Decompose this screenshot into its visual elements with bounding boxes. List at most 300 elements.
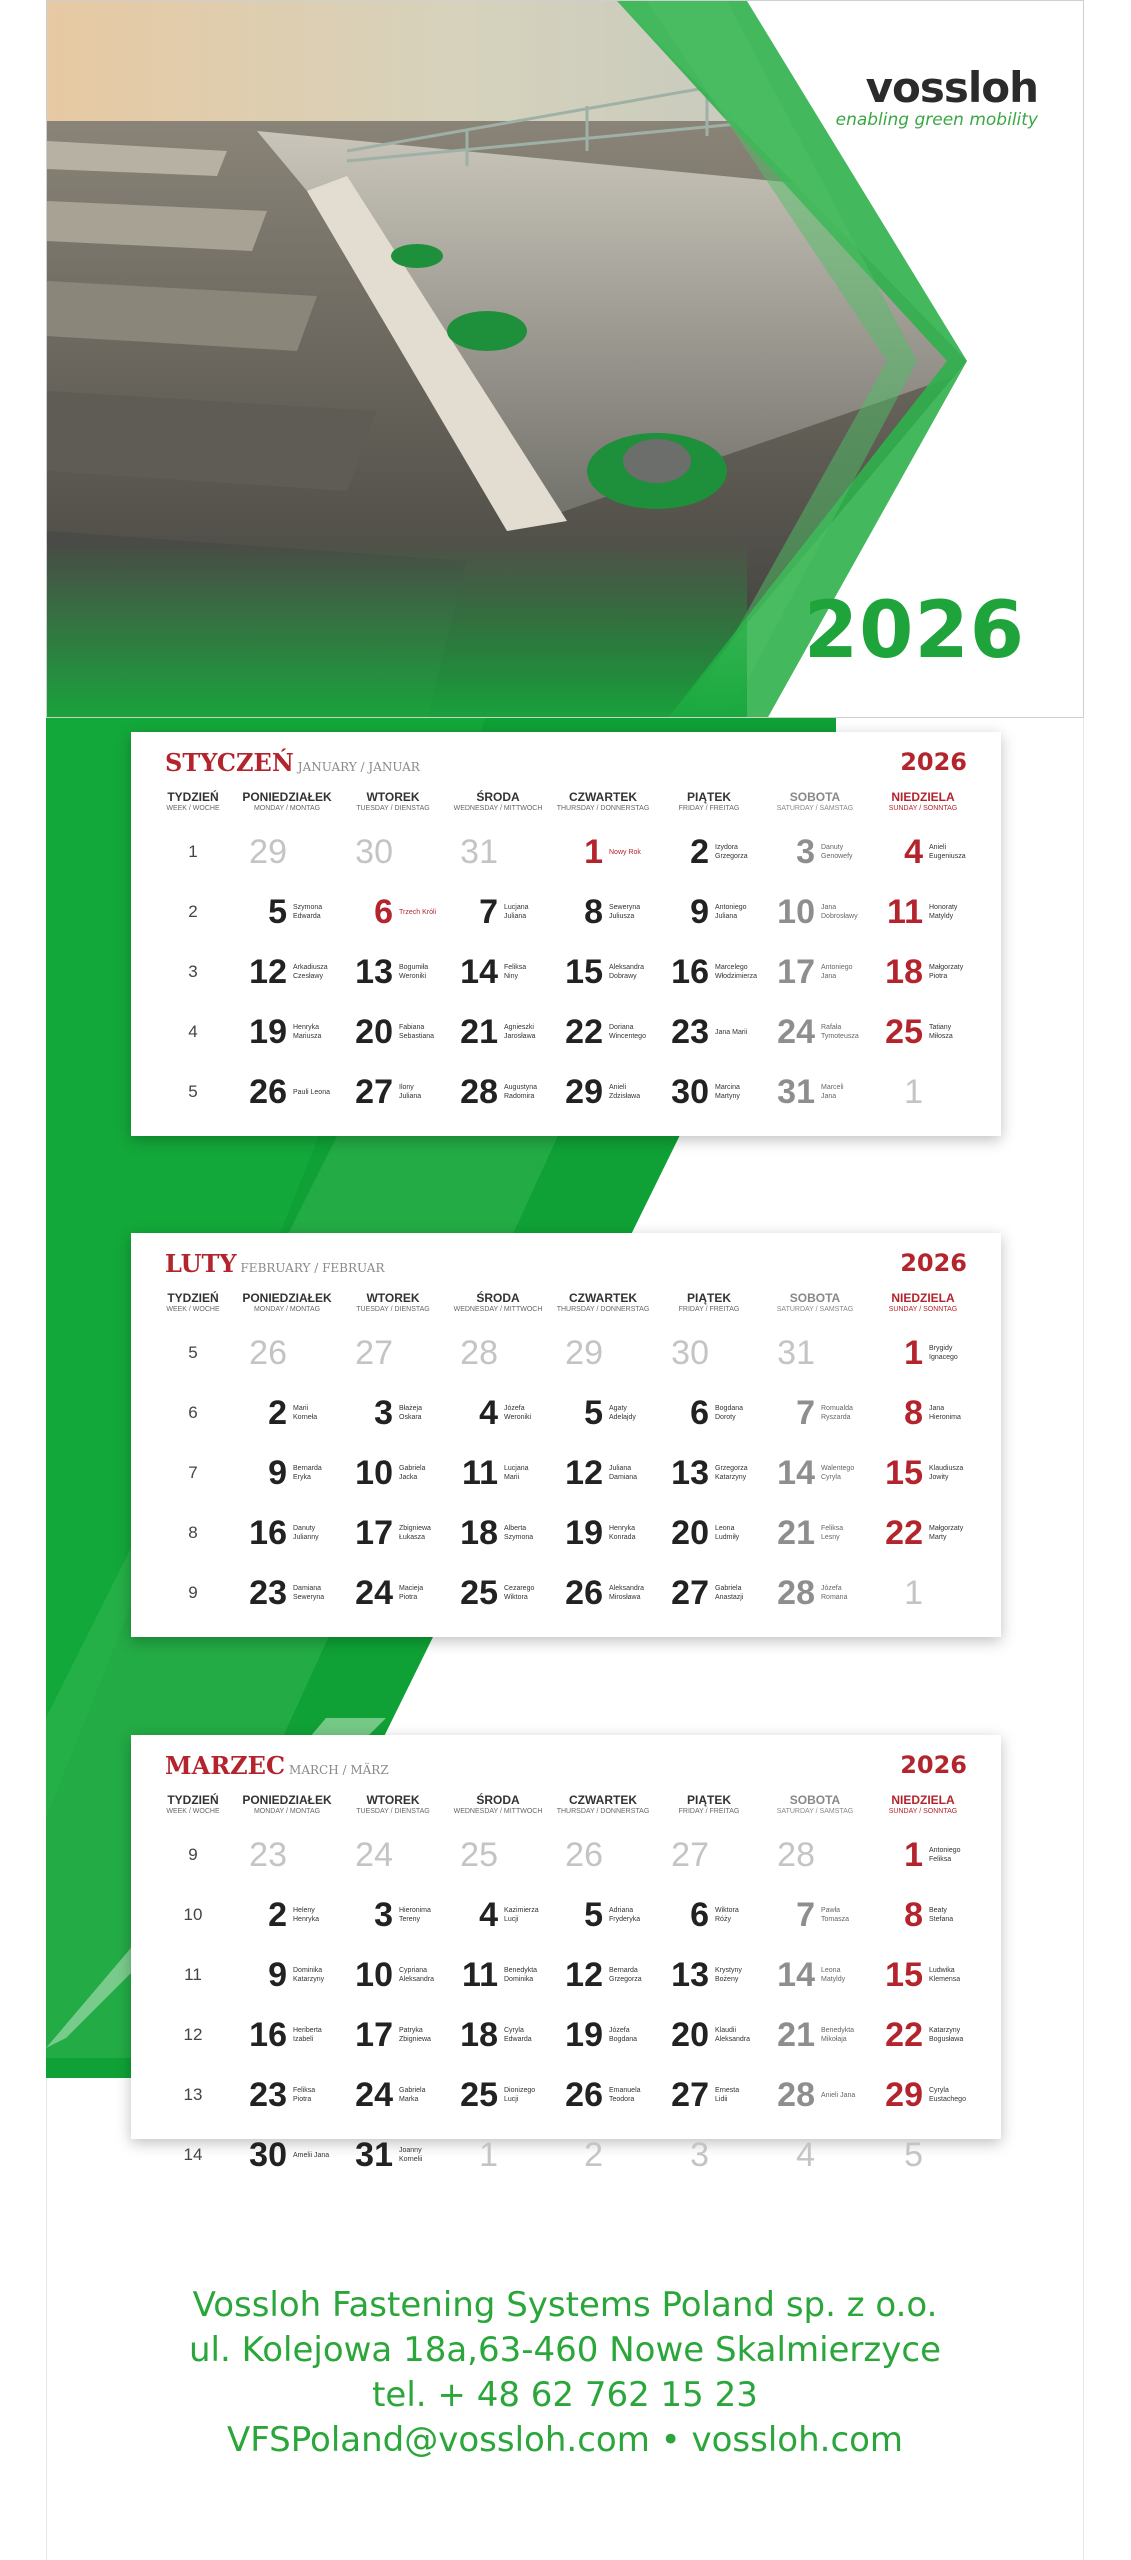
day-number: 26 [565,1836,603,1874]
weekday-name: SOBOTA [789,1793,841,1807]
day-cell [867,2135,979,2175]
day-cell [445,1513,551,1553]
day-number: 10 [355,1956,393,1994]
day-cell [551,1393,655,1433]
weekday-name: WTOREK [366,1793,420,1807]
name-day: Katarzyny Bogusława [929,2027,964,2043]
week-number: 3 [188,962,198,981]
day-cell [867,1012,979,1052]
week-number: 5 [188,1082,198,1101]
day-cell [655,2135,763,2175]
weekday-translation: SUNDAY / SONNTAG [888,1808,958,1815]
day-number: 21 [460,1013,498,1051]
name-day: Lucjana Marii [504,1465,529,1481]
week-number: 9 [188,1583,198,1602]
weekday-name: WTOREK [366,1291,420,1305]
name-day: Lucjana Juliana [504,904,529,920]
weekday-translation: MONDAY / MONTAG [253,1306,321,1313]
day-cell [867,1895,979,1935]
week-number: 11 [184,1965,202,1984]
day-number: 1 [904,1334,923,1372]
day-number: 15 [885,1956,923,1994]
weekday-name: TYDZIEŃ [167,1793,219,1807]
name-day: Pauli Leona [293,1088,330,1096]
month-header [165,748,967,784]
name-day: Feliksa Lesny [821,1525,844,1541]
day-number: 24 [777,1013,815,1051]
day-number: 9 [268,1454,287,1492]
day-cell [655,1955,763,1995]
weekday-header [867,1793,979,1825]
day-number: 12 [249,953,287,991]
day-cell [763,1573,867,1613]
weekday-header [655,1291,763,1323]
day-number: 26 [565,2076,603,2114]
day-cell [655,832,763,872]
day-cell [763,2015,867,2055]
day-number: 13 [671,1956,709,1994]
day-number: 28 [460,1073,498,1111]
day-cell [341,892,445,932]
day-cell [763,1072,867,1112]
weekday-header [341,1291,445,1323]
name-day: Jana Marii [715,1028,748,1036]
day-cell [445,1333,551,1373]
day-cell [341,1835,445,1875]
weekday-translation: FRIDAY / FREITAG [678,1306,740,1313]
day-number: 29 [249,833,287,871]
weekday-header [551,1291,655,1323]
weekday-name: ŚRODA [476,790,520,804]
month-grid [153,790,979,1122]
day-number: 11 [462,1956,498,1994]
day-number: 23 [249,1574,287,1612]
week-row [153,1443,979,1503]
day-cell [233,952,341,992]
day-cell [445,1955,551,1995]
weekday-name: CZWARTEK [569,790,637,804]
day-number: 5 [584,1394,603,1432]
day-cell [445,892,551,932]
name-day: Feliksa Piotra [293,2087,316,2103]
day-cell [655,1072,763,1112]
weekday-translation: WEEK / WOCHE [166,1306,220,1313]
day-cell [341,1072,445,1112]
weekday-header [153,1291,233,1323]
weekday-header [233,790,341,822]
day-cell [867,2015,979,2055]
day-cell [867,892,979,932]
week-row [153,882,979,942]
name-day: Macieja Piotra [399,1585,424,1601]
day-cell [867,952,979,992]
weekday-header [551,1793,655,1825]
name-day: Benedykta Dominika [504,1967,538,1983]
day-cell [341,1573,445,1613]
name-day: Beaty Stefana [929,1907,954,1923]
day-number: 12 [565,1454,603,1492]
day-cell [233,1393,341,1433]
name-day: Aleksandra Mirosława [609,1585,645,1601]
week-number: 6 [188,1403,198,1422]
month-year: 2026 [900,1249,967,1277]
day-number: 27 [671,1836,709,1874]
weekday-translation: TUESDAY / DIENSTAG [356,805,430,812]
name-day: Nowy Rok [609,848,641,856]
weekday-name: TYDZIEŃ [167,1291,219,1305]
day-cell [655,1513,763,1553]
day-cell [763,2075,867,2115]
name-day: Patryka Zbigniewa [399,2027,431,2043]
day-number: 16 [249,2016,287,2054]
month-year: 2026 [900,1751,967,1779]
day-number: 28 [777,1574,815,1612]
day-number: 2 [268,1896,287,1934]
name-day: Małgorzaty Marty [929,1525,964,1541]
month-name: MARZEC [165,1751,286,1780]
day-number: 30 [671,1073,709,1111]
day-cell [763,952,867,992]
name-day: Klaudiusza Jowity [929,1465,964,1481]
weekday-name: NIEDZIELA [891,1291,955,1305]
day-number: 19 [565,2016,603,2054]
day-cell [867,1513,979,1553]
name-day: Gabriela Marka [399,2087,426,2103]
day-number: 11 [462,1454,498,1492]
weekday-name: PONIEDZIAŁEK [242,1291,332,1305]
day-number: 13 [355,953,393,991]
name-day: Trzech Króli [399,908,437,916]
week-number: 10 [183,1905,203,1924]
month-translation: JANUARY / JANUAR [297,760,420,774]
week-number: 2 [188,902,198,921]
day-cell [655,2075,763,2115]
day-number: 24 [355,1574,393,1612]
name-day: Gabriela Anastazji [715,1585,744,1601]
name-day: Walentego Cyryla [821,1465,855,1481]
weekday-header [551,790,655,822]
name-day: Aleksandra Dobrawy [609,964,645,980]
name-day: Izydora Grzegorza [715,844,748,860]
day-cell [551,1895,655,1935]
weekday-header-row [153,790,979,822]
day-number: 20 [671,2016,709,2054]
day-number: 1 [904,1836,923,1874]
month-translation: FEBRUARY / FEBRUAR [240,1261,385,1275]
day-cell [341,2135,445,2175]
day-cell [763,1835,867,1875]
day-cell [341,832,445,872]
day-number: 28 [777,1836,815,1874]
day-number: 14 [777,1956,815,1994]
name-day: Kazimierza Lucji [504,1907,539,1923]
weekday-name: NIEDZIELA [891,1793,955,1807]
day-number: 5 [904,2136,923,2174]
weekday-translation: TUESDAY / DIENSTAG [356,1808,430,1815]
name-day: Brygidy Ignacego [929,1345,958,1361]
name-day: Cezarego Wiktora [504,1585,535,1601]
day-number: 8 [904,1896,923,1934]
name-day: Leona Ludmiły [715,1525,740,1541]
day-number: 16 [671,953,709,991]
day-number: 29 [565,1334,603,1372]
week-row [153,1825,979,1885]
week-number: 5 [188,1343,198,1362]
week-number: 4 [188,1022,198,1041]
day-cell [655,1012,763,1052]
day-cell [233,1835,341,1875]
day-number: 26 [249,1073,287,1111]
day-cell [341,1333,445,1373]
month-card-march [131,1735,1001,2174]
day-number: 3 [796,833,815,871]
day-cell [341,1012,445,1052]
name-day: Bogdana Doroty [715,1405,744,1421]
name-day: Zbigniewa Łukasza [399,1525,431,1541]
weekday-translation: SATURDAY / SAMSTAG [776,805,854,812]
day-number: 1 [584,833,603,871]
name-day: Heriberta Izabeli [293,2027,322,2043]
week-number: 8 [188,1523,198,1542]
day-number: 6 [690,1394,709,1432]
day-number: 7 [479,893,498,931]
day-cell [551,1333,655,1373]
day-number: 10 [355,1454,393,1492]
week-row [153,2005,979,2065]
day-cell [445,2135,551,2175]
day-cell [867,1573,979,1613]
weekday-header [763,1793,867,1825]
name-day: Agnieszki Jarosława [504,1024,536,1040]
day-number: 23 [249,1836,287,1874]
week-row [153,942,979,1002]
day-cell [445,832,551,872]
day-cell [655,1333,763,1373]
name-day: Leona Matyldy [821,1967,846,1983]
weekday-name: PIĄTEK [686,1793,731,1807]
name-day: Anieli Eugeniusza [929,844,966,860]
name-day: Romualda Ryszarda [821,1405,853,1421]
name-day: Marii Korneła [293,1405,318,1421]
name-day: Józefa Weroniki [504,1405,532,1421]
day-number: 9 [268,1956,287,1994]
day-cell [655,1895,763,1935]
day-cell [233,1513,341,1553]
day-cell [551,1835,655,1875]
weekday-name: WTOREK [366,790,420,804]
day-cell [763,892,867,932]
weekday-name: SOBOTA [789,1291,841,1305]
day-number: 26 [565,1574,603,1612]
day-cell [233,2135,341,2175]
day-cell [445,2075,551,2115]
name-day: Cyryla Eustachego [929,2087,966,2103]
day-cell [763,2135,867,2175]
name-day: Jana Hieronima [929,1405,961,1421]
name-day: Klaudii Aleksandra [715,2027,751,2043]
day-number: 25 [885,1013,923,1051]
day-number: 4 [904,833,923,871]
name-day: Augustyna Radomira [504,1084,538,1100]
name-day: Grzegorza Katarzyny [715,1465,748,1481]
day-cell [233,2075,341,2115]
day-cell [445,2015,551,2055]
week-row [153,2125,979,2185]
day-cell [867,1072,979,1112]
week-row [153,1062,979,1122]
name-day: Benedykta Mikołaja [821,2027,855,2043]
name-day: Pawła Tomasza [821,1907,850,1923]
weekday-name: ŚRODA [476,1291,520,1305]
day-number: 23 [671,1013,709,1051]
weekday-header [763,1291,867,1323]
week-row [153,1503,979,1563]
company-phone: tel. + 48 62 762 15 23 [372,2375,758,2415]
day-number: 25 [460,1574,498,1612]
day-number: 6 [374,893,393,931]
day-cell [867,832,979,872]
month-year: 2026 [900,748,967,776]
day-number: 10 [777,893,815,931]
day-cell [867,2075,979,2115]
month-translation: MARCH / MÄRZ [289,1763,389,1777]
week-number: 13 [183,2085,203,2104]
logo-tagline: enabling green mobility [835,110,1038,130]
week-number: 12 [183,2025,203,2044]
logo-wordmark: vossloh [865,63,1038,112]
name-day: Józefa Bogdana [609,2027,638,2043]
name-day: Dominika Katarzyny [293,1967,325,1983]
month-card-february [131,1233,1001,1637]
weekday-header [763,790,867,822]
day-number: 26 [249,1334,287,1372]
weekday-name: PIĄTEK [686,790,731,804]
day-number: 11 [887,893,923,931]
week-row [153,1323,979,1383]
day-number: 14 [777,1454,815,1492]
day-cell [551,1513,655,1553]
day-cell [551,2015,655,2055]
name-day: Józefa Romana [821,1585,848,1601]
day-cell [867,1453,979,1493]
weekday-header-row [153,1793,979,1825]
company-email-website: VFSPoland@vossloh.com • vossloh.com [226,2420,904,2460]
day-cell [233,1012,341,1052]
day-cell [445,1072,551,1112]
company-name: Vossloh Fastening Systems Poland sp. z o.o. [192,2285,938,2325]
name-day: Bernarda Eryka [293,1465,322,1481]
day-number: 6 [690,1896,709,1934]
weekday-translation: WEEK / WOCHE [166,1808,220,1815]
day-cell [551,1573,655,1613]
day-cell [763,1513,867,1553]
day-number: 2 [690,833,709,871]
name-day: Henryka Konrada [609,1525,636,1541]
day-cell [763,1453,867,1493]
name-day: Ilony Juliana [399,1084,422,1100]
weekday-translation: FRIDAY / FREITAG [678,805,740,812]
day-cell [233,1955,341,1995]
day-number: 1 [479,2136,498,2174]
day-cell [763,1333,867,1373]
day-cell [233,832,341,872]
day-number: 28 [777,2076,815,2114]
day-number: 27 [671,1574,709,1612]
day-number: 3 [374,1394,393,1432]
day-cell [655,2015,763,2055]
name-day: Heleny Henryka [293,1907,320,1923]
weekday-translation: SUNDAY / SONNTAG [888,805,958,812]
weekday-name: PONIEDZIAŁEK [242,1793,332,1807]
name-day: Hieronima Tereny [399,1907,431,1923]
day-number: 15 [885,1454,923,1492]
name-day: Honoraty Matyldy [929,904,958,920]
day-cell [233,1895,341,1935]
day-cell [867,1333,979,1373]
day-number: 4 [479,1394,498,1432]
name-day: Antoniego Jana [821,964,853,980]
weekday-translation: TUESDAY / DIENSTAG [356,1306,430,1313]
day-cell [763,1012,867,1052]
day-number: 30 [355,833,393,871]
name-day: Fabiana Sebastiana [399,1024,435,1040]
day-number: 7 [796,1394,815,1432]
name-day: Małgorzaty Piotra [929,964,964,980]
day-cell [445,1012,551,1052]
week-row [153,2065,979,2125]
day-cell [445,1573,551,1613]
day-number: 9 [690,893,709,931]
name-day: Alberta Szymona [504,1525,534,1541]
day-cell [233,1453,341,1493]
day-cell [551,2135,655,2175]
day-number: 31 [355,2136,393,2174]
weekday-translation: SATURDAY / SAMSTAG [776,1808,854,1815]
day-cell [341,1955,445,1995]
day-cell [655,1453,763,1493]
day-number: 27 [355,1334,393,1372]
day-number: 19 [565,1514,603,1552]
name-day: Juliana Damiana [609,1465,638,1481]
name-day: Anieli Zdzisława [609,1084,641,1100]
name-day: Cypriana Aleksandra [399,1967,435,1983]
name-day: Henryka Mariusza [293,1024,322,1040]
day-number: 24 [355,1836,393,1874]
day-cell [763,1393,867,1433]
weekday-name: CZWARTEK [569,1793,637,1807]
day-cell [341,952,445,992]
day-number: 3 [374,1896,393,1934]
day-number: 17 [355,1514,393,1552]
name-day: Antoniego Juliana [715,904,747,920]
header-banner [46,0,1084,718]
day-number: 20 [355,1013,393,1051]
day-number: 22 [565,1013,603,1051]
week-number: 1 [188,842,198,861]
month-name: LUTY [165,1249,237,1278]
name-day: Feliksa Niny [504,964,527,980]
day-cell [233,1573,341,1613]
day-cell [551,832,655,872]
day-cell [341,1393,445,1433]
day-number: 2 [584,2136,603,2174]
weekday-name: ŚRODA [476,1793,520,1807]
weekday-name: PIĄTEK [686,1291,731,1305]
day-number: 29 [565,1073,603,1111]
day-cell [341,1453,445,1493]
name-day: Marcina Martyny [715,1084,740,1100]
name-day: Emanuela Teodora [609,2087,641,2103]
